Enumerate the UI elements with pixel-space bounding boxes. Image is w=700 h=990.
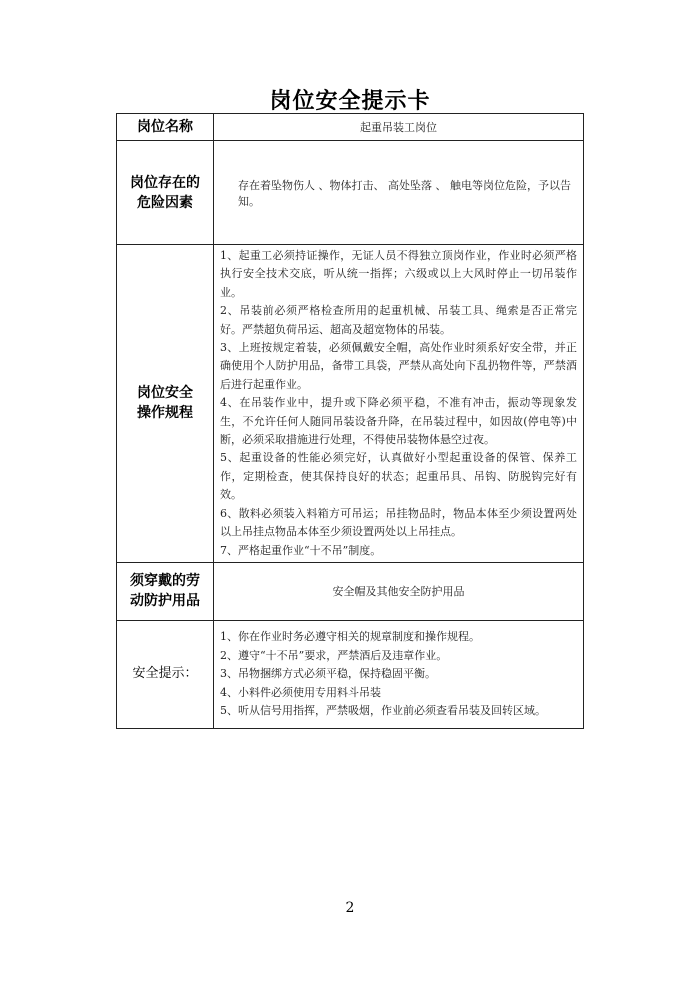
position-name-value: 起重吊装工岗位 [214, 114, 584, 141]
position-name-row [117, 114, 584, 141]
hazards-label-line2: 危险因素 [137, 194, 193, 211]
safety-tips-label: 安全提示： [117, 620, 214, 728]
safety-tip-item: 3、吊物捆绑方式必须平稳，保持稳固平衡。 [220, 667, 436, 681]
operating-rule-item: 3、上班按规定着装，必须佩戴安全帽，高处作业时须系好安全带，并正确使用个人防护用品，备带工具袋，严禁从高处向下乱扔物件等，严禁酒后进行起重作业。 [220, 341, 577, 391]
safety-tips-row [117, 620, 584, 728]
ppe-label-line1: 须穿戴的劳 [130, 573, 200, 590]
safety-tip-item: 1、你在作业时务必遵守相关的规章制度和操作规程。 [220, 630, 480, 644]
hazards-label [117, 141, 214, 245]
operating-rules-list [214, 245, 583, 562]
operating-rule-item: 7、严格起重作业“十不吊”制度。 [220, 543, 382, 557]
ppe-value: 安全帽及其他安全防护用品 [214, 562, 584, 620]
ppe-label [117, 562, 214, 620]
page-number: 2 [345, 900, 355, 916]
hazards-value: 存在着坠物伤人 、物体打击、 高处坠落 、 触电等岗位危险，予以告知。 [238, 178, 571, 208]
safety-tip-item: 5、听从信号用指挥，严禁吸烟，作业前必须查看吊装及回转区域。 [220, 704, 546, 718]
operating-rules-cell [214, 245, 584, 563]
safety-card-table [116, 113, 584, 729]
position-name-label: 岗位名称 [117, 114, 214, 141]
safety-tips-cell [214, 620, 584, 728]
operating-rules-row [117, 245, 584, 563]
safety-tips-list [214, 626, 583, 723]
operating-rules-label-line1: 岗位安全 [137, 385, 193, 402]
operating-rules-label-line2: 操作规程 [137, 405, 193, 422]
operating-rule-item: 2、吊装前必须严格检查所用的起重机械、吊装工具、绳索是否正常完好。严禁超负荷吊运、超高及超宽物体的吊装。 [220, 304, 577, 336]
safety-tip-item: 2、遵守“十不吊”要求，严禁酒后及违章作业。 [220, 648, 448, 662]
operating-rule-item: 1、起重工必须持证操作，无证人员不得独立顶岗作业，作业时必须严格执行安全技术交底，听从统一指挥；六级或以上大风时停止一切吊装作业。 [220, 249, 577, 299]
operating-rules-label [117, 245, 214, 563]
hazards-label-line1: 岗位存在的 [130, 174, 200, 191]
ppe-label-line2: 动防护用品 [130, 593, 200, 610]
operating-rule-item: 4、在吊装作业中，提升或下降必须平稳，不准有冲击，振动等现象发生，不允许任何人随同吊装设备升降，在吊装过程中，如因故(停电等)中断，必须采取措施进行处理，不得使吊装物体悬空过夜。 [220, 396, 577, 447]
hazards-value-cell [214, 141, 584, 245]
operating-rule-item: 6、散料必须装入料箱方可吊运；吊挂物品时，物品本体至少须设置两处以上吊挂点物品本体至少须设置两处以上吊挂点。 [220, 506, 577, 539]
safety-tip-item: 4、小料件必须使用专用料斗吊装 [220, 685, 381, 699]
ppe-row [117, 562, 584, 620]
card-title: 岗位安全提示卡 [269, 89, 431, 114]
operating-rule-item: 5、起重设备的性能必须完好，认真做好小型起重设备的保管、保养工作，定期检查，使其保持良好的状态；起重吊具、吊钩、防脱钩完好有效。 [220, 451, 577, 502]
hazards-row [117, 141, 584, 245]
